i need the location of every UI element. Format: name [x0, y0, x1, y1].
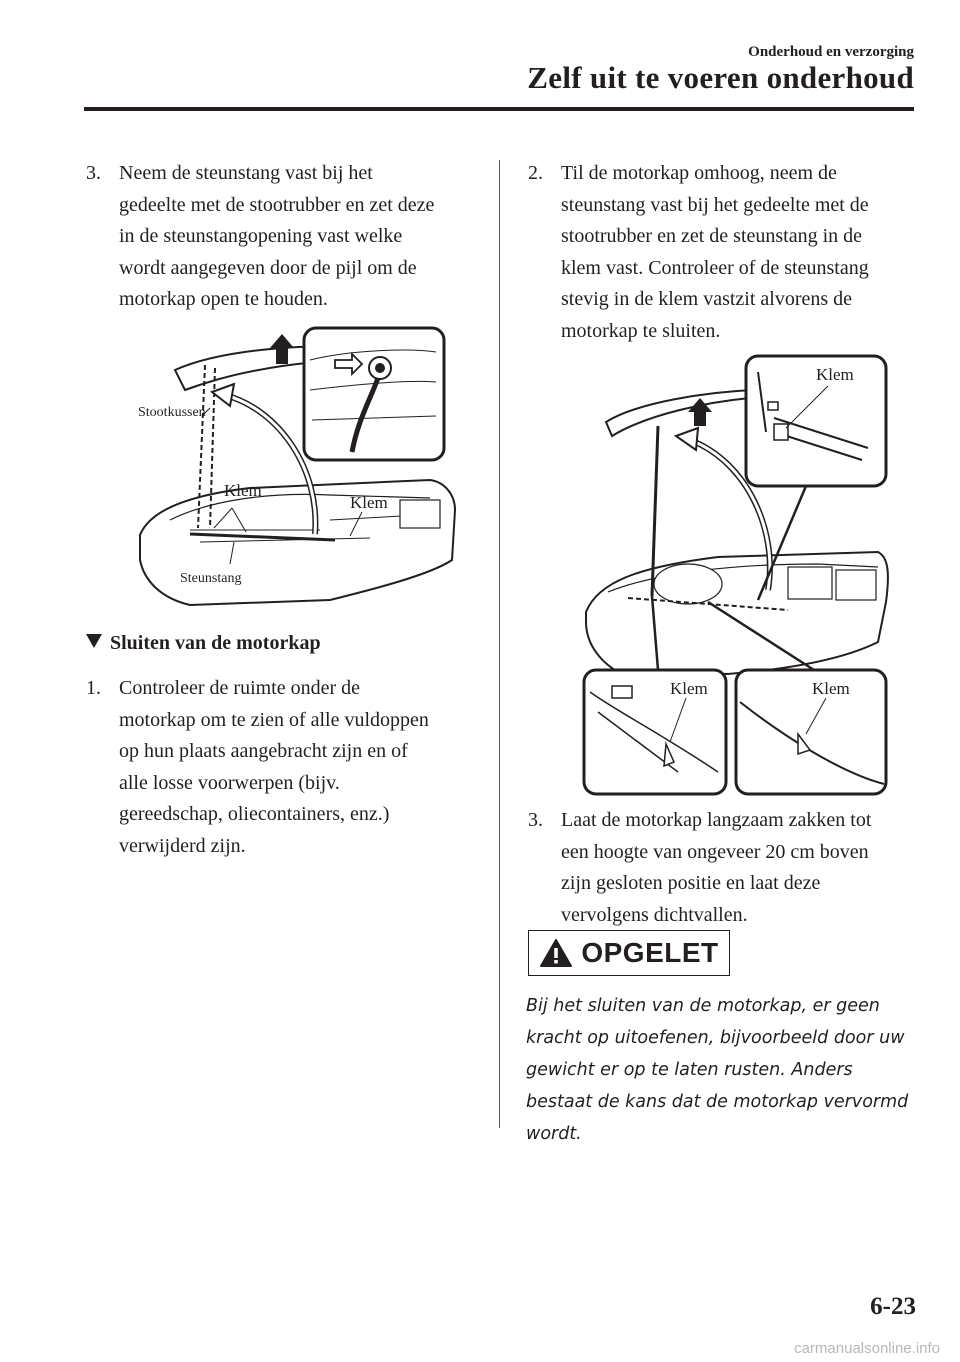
warning-line: gewicht er op te laten rusten. Anders — [526, 1060, 853, 1080]
column-divider — [499, 160, 500, 1128]
inset-rubber — [375, 363, 385, 373]
step-line: in de steunstangopening vast welke — [119, 225, 403, 247]
inset-bolt — [768, 402, 778, 410]
section-header: Onderhoud en verzorging — [748, 44, 914, 60]
step-3-right — [528, 805, 928, 931]
warning-line: bestaat de kans dat de motorkap vervormd — [526, 1092, 909, 1112]
label-steunstang: Steunstang — [180, 571, 242, 586]
detail-inset-right — [736, 670, 886, 794]
step-line: Til de motorkap omhoog, neem de — [561, 162, 837, 184]
step-line: klem vast. Controleer of de steunstang — [561, 256, 869, 279]
engine-box — [400, 500, 440, 528]
hood-clip-figure — [578, 352, 893, 798]
inset-clip — [774, 424, 788, 440]
label-klem: Klem — [224, 481, 262, 500]
engine-box — [836, 570, 876, 600]
section-title-text: Sluiten van de motorkap — [110, 632, 321, 654]
step-line: een hoogte van ongeveer 20 cm boven — [561, 840, 869, 863]
step-2-right — [528, 158, 928, 347]
page-number: 6-23 — [870, 1293, 916, 1320]
step-line: verwijderd zijn. — [119, 834, 246, 857]
label-klem: Klem — [670, 679, 708, 698]
warning-body — [526, 990, 926, 1150]
label-stootkussen: Stootkussen — [138, 405, 206, 420]
step-line: motorkap open te houden. — [119, 288, 328, 310]
section-title — [86, 632, 321, 655]
engine-box — [788, 567, 832, 599]
step-number: 3. — [86, 162, 101, 184]
warning-box — [528, 930, 730, 976]
step-line: stevig in de klem vastzit alvorens de — [561, 288, 853, 310]
step-line: alle losse voorwerpen (bijv. — [119, 771, 340, 794]
page-title: Zelf uit te voeren onderhoud — [527, 60, 914, 95]
warning-line: kracht op uitoefenen, bijvoorbeeld door uw — [526, 1028, 905, 1048]
warning-title: OPGELET — [581, 937, 719, 968]
warning-triangle-icon — [539, 938, 573, 968]
car-body — [140, 480, 455, 605]
step-1-left — [86, 673, 486, 862]
watermark: carmanualsonline.info — [794, 1340, 940, 1357]
step-line: motorkap om te zien of alle vuldoppen — [119, 708, 429, 731]
label-klem: Klem — [812, 679, 850, 698]
hood-clip-illustration — [578, 352, 893, 798]
arrow-head — [676, 428, 698, 450]
step-line: vervolgens dichtvallen. — [561, 903, 748, 926]
step-line: Neem de steunstang vast bij het — [119, 162, 373, 184]
engine-cover — [654, 564, 722, 604]
hood-shape — [606, 390, 753, 436]
hood-support-figure — [130, 320, 460, 615]
step-number: 3. — [528, 809, 543, 831]
step-line: zijn gesloten positie en laat deze — [561, 872, 821, 894]
hood-support-illustration — [130, 320, 460, 615]
step-line: gedeelte met de stootrubber en zet deze — [119, 193, 435, 216]
warning-line: wordt. — [526, 1124, 582, 1144]
step-number: 2. — [528, 162, 543, 184]
step-line: stootrubber en zet de steunstang in de — [561, 225, 863, 247]
step-line: motorkap te sluiten. — [561, 319, 721, 342]
step-line: steunstang vast bij het gedeelte met de — [561, 193, 869, 216]
step-line: Controleer de ruimte onder de — [119, 677, 361, 699]
label-klem: Klem — [816, 365, 854, 384]
label-klem: Klem — [350, 493, 388, 512]
step-3-left — [86, 158, 486, 316]
step-line: Laat de motorkap langzaam zakken tot — [561, 809, 872, 831]
inset-rubber — [612, 686, 632, 698]
step-line: gereedschap, oliecontainers, enz.) — [119, 803, 390, 825]
step-line: op hun plaats aangebracht zijn en of — [119, 740, 408, 762]
step-line: wordt aangegeven door de pijl om de — [119, 256, 417, 279]
warning-line: Bij het sluiten van de motorkap, er geen — [526, 996, 880, 1016]
header-rule — [84, 107, 914, 111]
triangle-bullet-icon — [86, 634, 102, 648]
step-number: 1. — [86, 677, 101, 699]
